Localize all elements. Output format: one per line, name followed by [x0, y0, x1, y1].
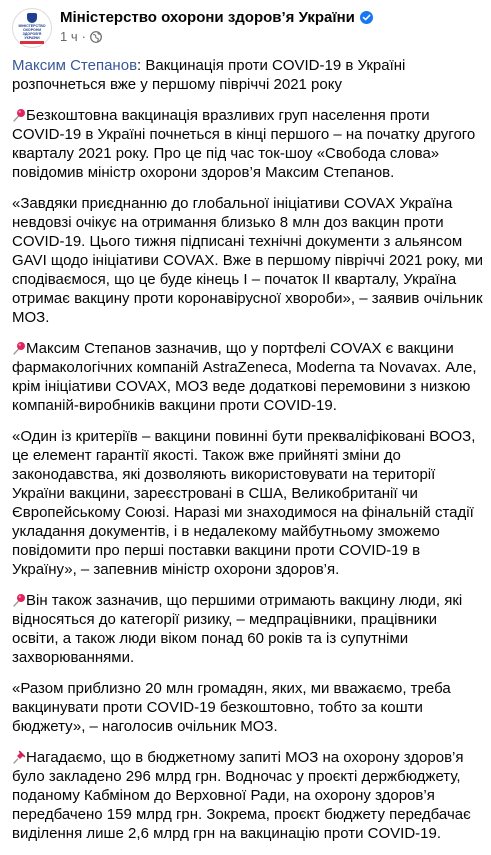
round-pushpin-icon [12, 750, 26, 764]
paragraph-7 [12, 748, 484, 843]
paragraph-2: «Завдяки приєднанню до глобальної ініціативи COVAX Україна невдовзі очікує на отримання близько 8 млн доз вакцин проти COVID-19. Цього тижня підписані технічні документи з альянсом GAVI щодо ініціативи COVAX. Вже в першому півріччі 2021 року, ми сподіваємося, що це буде кінець І – початок ІІ кварталу, Україна отримає вакцину проти коронавірусної хвороби», – заявив очільник МОЗ. [12, 195, 483, 326]
post-title [12, 56, 484, 94]
author-mention-link[interactable]: Максим Степанов [12, 57, 138, 74]
separator-dot: · [81, 29, 86, 44]
avatar-text: МІНІСТЕРСТВО ОХОРОНИ ЗДОРОВ'Я УКРАЇНИ [18, 23, 46, 40]
page-name-row [60, 8, 373, 27]
paragraph-3 [12, 339, 484, 415]
paragraph-1 [12, 106, 484, 182]
paragraph-6: «Разом приблизно 20 млн громадян, яких, ми вважаємо, треба вакцинувати проти COVID-19 безкоштовно, тобто за кошти бюджету», – наголосив очільник МОЗ. [12, 680, 451, 735]
paragraph-4: «Один із критеріїв – вакцини повинні бути прекваліфіковані ВООЗ, це елемент гарантії якості. Також вже прийняті зміни до законодавства, які дозволяють використовувати на території України вакцини, зареєстровані в США, Великобританії чи Європейському Союзі. Наразі ми знаходимося на фінальній стадії укладання документів, і в недалекому майбутньому зможемо повідомити про перші поставки вакцини проти COVID-19 в Україну», – запевнив міністр охорони здоров’я. [12, 428, 476, 578]
page-avatar[interactable] [12, 8, 52, 48]
globe-icon[interactable] [90, 31, 102, 43]
coat-of-arms-icon [27, 13, 37, 23]
post-title-text: : Вакцинація проти COVID-19 в Україні розпочнеться вже у першому півріччі 2021 року [12, 57, 406, 93]
post-header [12, 8, 373, 48]
verified-badge-icon [360, 11, 373, 24]
paragraph-3-text: Максим Степанов зазначив, що у портфелі COVAX є вакцини фармакологічних компаній AstraZeneca, Moderna та Novavax. Але, крім ініціативи COVAX, МОЗ веде додаткові перемовини з низкою компаній-виробників вакцини проти COVID-19. [12, 340, 477, 414]
paragraph-5-text: Він також зазначив, що першими отримають вакцину люди, які відносяться до категорії ризику, – медпрацівники, працівники освіти, а також люди віком понад 60 років та із супутніми захворюваннями. [12, 592, 463, 666]
post-timestamp[interactable]: 1 ч [60, 29, 78, 44]
pushpin-icon [12, 341, 26, 355]
paragraph-5 [12, 591, 484, 667]
pushpin-icon [12, 108, 26, 122]
post-meta [60, 8, 373, 44]
paragraph-1-text: Безкоштовна вакцинація вразливих груп населення проти COVID-19 в Україні почнеться в кінці першого – на початку другого кварталу 2021 року. Про це під час ток-шоу «Свобода слова» повідомив міністр охорони здоров’я Максим Степанов. [12, 107, 476, 181]
pushpin-icon [12, 593, 26, 607]
page-name-link[interactable]: Міністерство охорони здоров’я України [60, 9, 355, 26]
avatar-red-stripe [20, 41, 44, 44]
paragraph-7-text: Нагадаємо, що в бюджетному запиті МОЗ на охорону здоров’я було закладено 296 млрд грн. Водночас у проєкті держбюджету, поданому Кабміном до Верховної Ради, на охорону здоров’я передбачено 159 млрд грн. Зокрема, проєкт бюджету передбачає виділення лише 2,6 млрд грн на вакцинацію проти COVID-19. [12, 749, 471, 842]
post-body [12, 56, 484, 855]
post-subline [60, 29, 373, 44]
